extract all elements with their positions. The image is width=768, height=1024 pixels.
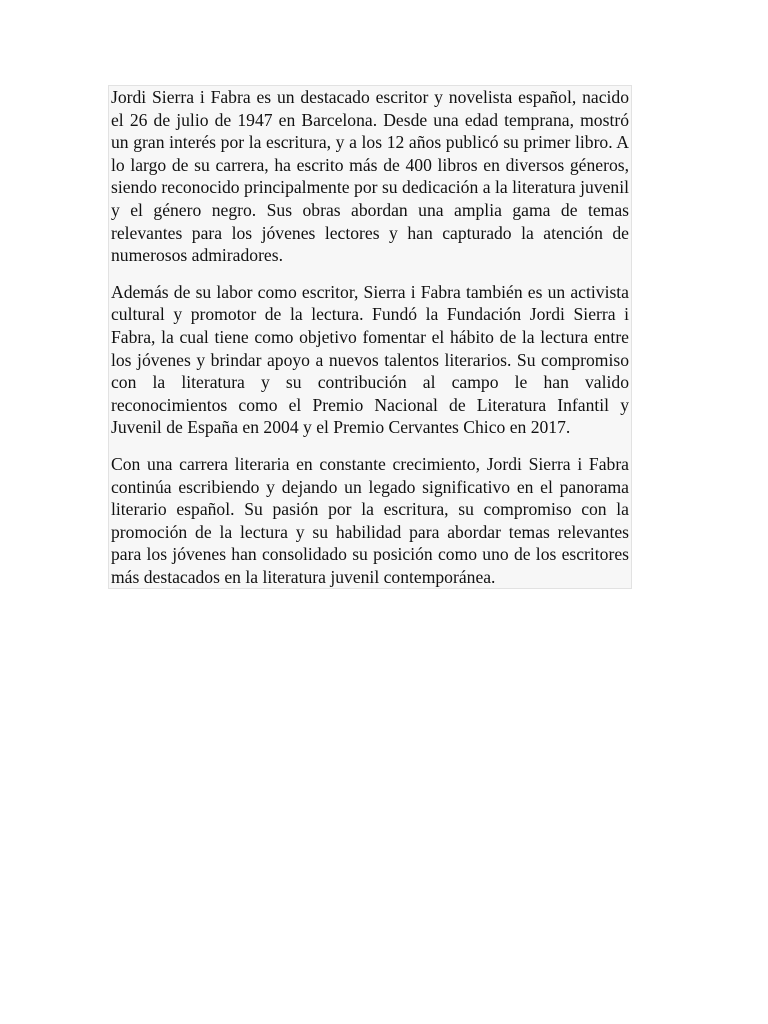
paragraph-1: Jordi Sierra i Fabra es un destacado escritor y novelista español, nacido el 26 de julio de 1947 en Barcelona. Desde una edad temprana, mostró un gran interés por la escritura, y a los 12 años publicó su primer libro. A lo largo de su carrera, ha escrito más de 400 libros en diversos géneros, siendo reconocido principalmente por su dedicación a la literatura juvenil y el género negro. Sus obras abordan una amplia gama de temas relevantes para los jóvenes lectores y han capturado la atención de numerosos admiradores. [111, 87, 629, 266]
paragraph-2: Además de su labor como escritor, Sierra i Fabra también es un activista cultural y promotor de la lectura. Fundó la Fundación Jordi Sierra i Fabra, la cual tiene como objetivo fomentar el hábito de la lectura entre los jóvenes y brindar apoyo a nuevos talentos literarios. Su compromiso con la literatura y su contribución al campo le han valido reconocimientos como el Premio Nacional de Literatura Infantil y Juvenil de España en 2004 y el Premio Cervantes Chico en 2017. [111, 281, 629, 438]
document-text-block [108, 85, 632, 589]
paragraph-3: Con una carrera literaria en constante crecimiento, Jordi Sierra i Fabra continúa escribiendo y dejando un legado significativo en el panorama literario español. Su pasión por la escritura, su compromiso con la promoción de la lectura y su habilidad para abordar temas relevantes para los jóvenes han consolidado su posición como uno de los escritores más destacados en la literatura juvenil contemporánea. [111, 453, 629, 587]
